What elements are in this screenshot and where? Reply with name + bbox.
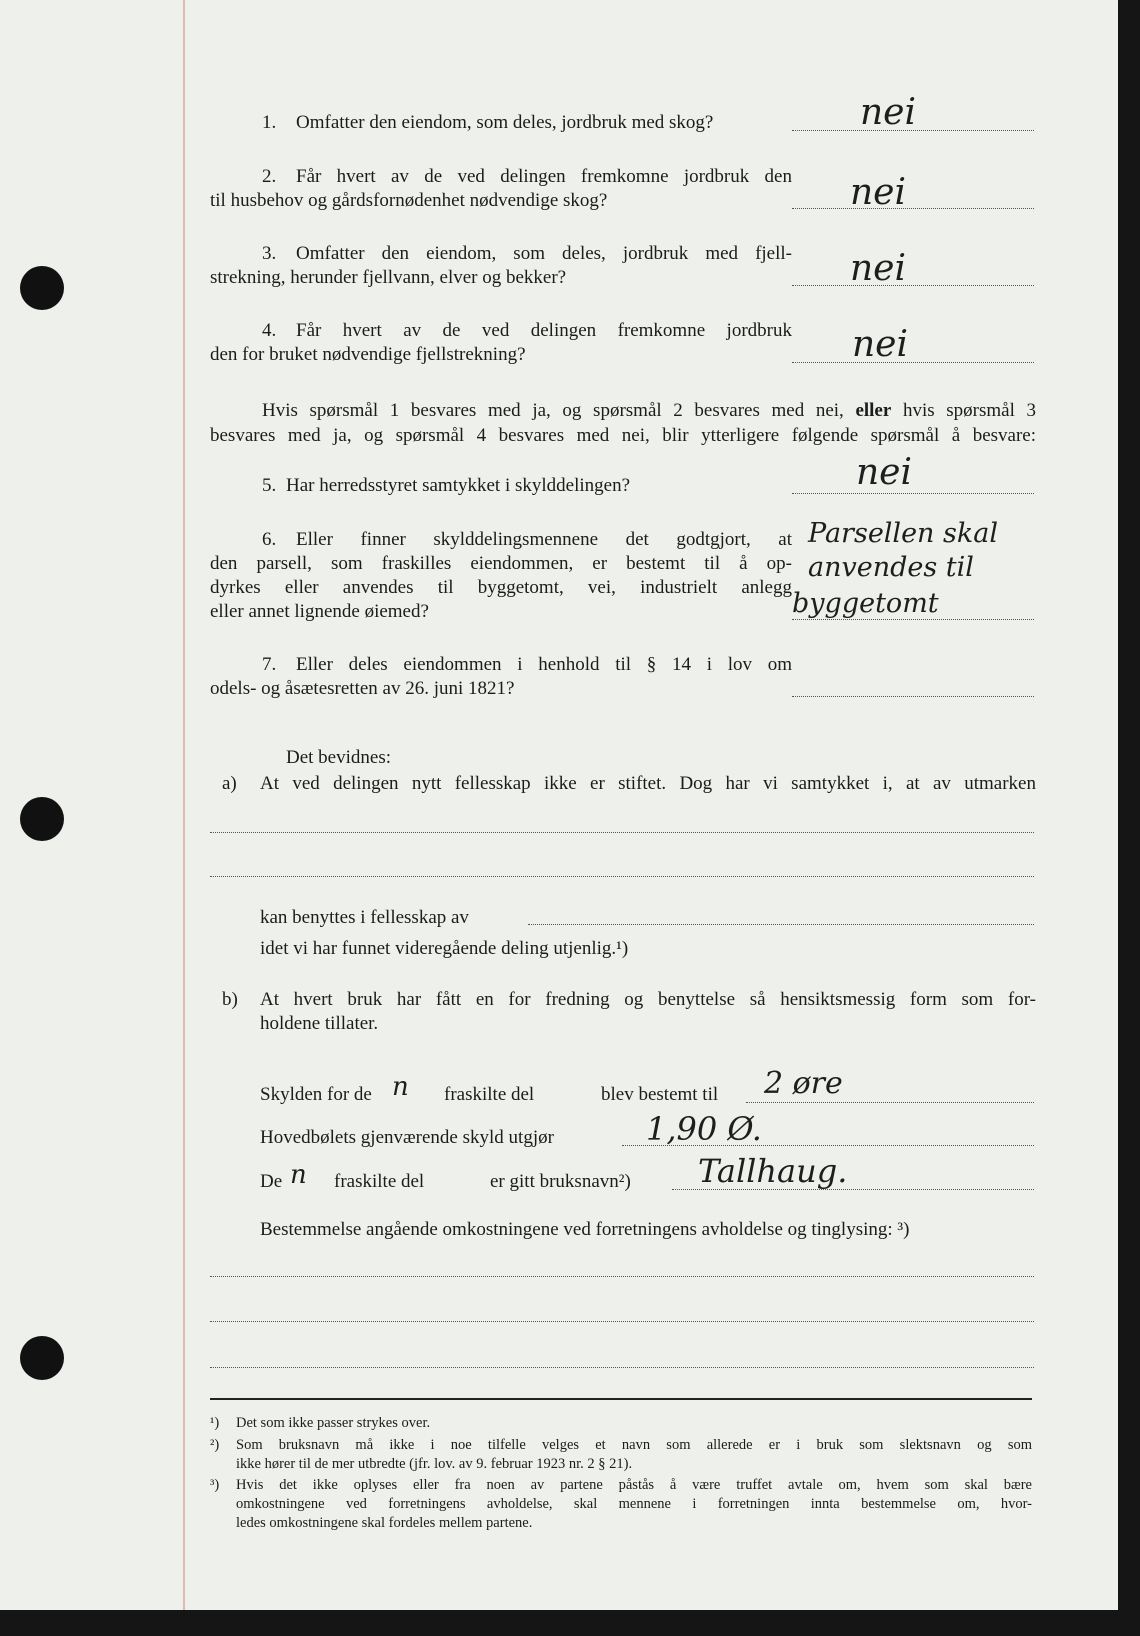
question-1-number: 1. bbox=[262, 112, 277, 133]
answer-4[interactable]: nei bbox=[852, 324, 909, 365]
answer-line bbox=[792, 285, 1034, 286]
punch-hole bbox=[20, 1336, 64, 1380]
question-6-text: dyrkes eller anvendes til byggetomt, vei, industrielt anlegg bbox=[210, 577, 792, 598]
footnote-3-text: Hvis det ikke oplyses eller fra noen av partene påstås å være truffet avtale om, hvem som skal bære bbox=[236, 1477, 1032, 1493]
footnote-3-text: ledes omkostningene skal fordeles mellem partene. bbox=[236, 1515, 533, 1531]
punch-hole bbox=[20, 797, 64, 841]
footnote-3-mark: ³) bbox=[210, 1477, 220, 1493]
bevidnes-a-text: At ved delingen nytt fellesskap ikke er stiftet. Dog har vi samtykket i, at av utmarken bbox=[260, 773, 1036, 794]
footnote-2-text: Som bruksnavn må ikke i noe tilfelle velges et navn som allerede er i bruk som slektsnavn og som bbox=[236, 1437, 1032, 1453]
bruksnavn-handwritten: n bbox=[290, 1160, 307, 1190]
blank-line[interactable] bbox=[210, 1276, 1034, 1277]
question-4-text: den for bruket nødvendige fjellstrekning? bbox=[210, 344, 526, 365]
question-7-number: 7. bbox=[262, 654, 277, 675]
bruksnavn-label: De bbox=[260, 1171, 283, 1192]
footnote-3-text: omkostningene ved forretningens avholdelse, skal mennene i forretningen innta bestemmelse om, hvor- bbox=[236, 1496, 1032, 1512]
skyld-value[interactable]: 2 øre bbox=[764, 1066, 843, 1101]
question-6-text: eller annet lignende øiemed? bbox=[210, 601, 429, 622]
kan-benyttes-text: kan benyttes i fellesskap av bbox=[260, 907, 469, 928]
question-5-number: 5. bbox=[262, 475, 277, 496]
footnote-1-mark: ¹) bbox=[210, 1415, 220, 1431]
question-5-text: Har herredsstyret samtykket i skylddelingen? bbox=[286, 475, 631, 496]
question-2-text: Får hvert av de ved delingen fremkomne jordbruk den bbox=[296, 166, 792, 187]
answer-6-line-3[interactable]: byggetomt bbox=[792, 588, 939, 619]
bruksnavn-label: er gitt bruksnavn²) bbox=[490, 1171, 631, 1192]
blank-line[interactable] bbox=[210, 1321, 1034, 1322]
footnote-1-text: Det som ikke passer strykes over. bbox=[236, 1415, 431, 1431]
bruksnavn-value[interactable]: Tallhaug. bbox=[698, 1152, 848, 1190]
skyld-label: blev bestemt til bbox=[601, 1084, 719, 1105]
answer-line bbox=[792, 696, 1034, 697]
scan-edge bbox=[1118, 0, 1140, 1636]
bevidnes-b-text: At hvert bruk har fått en for fredning og benyttelse så hensiktsmessig form som for- bbox=[260, 989, 1036, 1010]
instruction-line-2: besvares med ja, og spørsmål 4 besvares med nei, blir ytterligere følgende spørsmål å besvare: bbox=[210, 425, 1036, 446]
bevidnes-b-label: b) bbox=[222, 989, 238, 1010]
answer-line bbox=[792, 208, 1034, 209]
question-1-text: Omfatter den eiendom, som deles, jordbruk med skog? bbox=[296, 112, 714, 133]
idet-text: idet vi har funnet videregående deling utjenlig.¹) bbox=[260, 938, 629, 959]
bevidnes-b-text: holdene tillater. bbox=[260, 1013, 379, 1034]
skyld-label: fraskilte del bbox=[444, 1084, 535, 1105]
bevidnes-heading: Det bevidnes: bbox=[286, 747, 392, 768]
question-4-number: 4. bbox=[262, 320, 277, 341]
blank-line[interactable] bbox=[528, 924, 1034, 925]
question-7-text: odels- og åsætesretten av 26. juni 1821? bbox=[210, 678, 515, 699]
hovedbol-value[interactable]: 1,90 Ø. bbox=[646, 1110, 762, 1148]
footnote-2-mark: ²) bbox=[210, 1437, 220, 1453]
question-6-text: den parsell, som fraskilles eiendommen, er bestemt til å op- bbox=[210, 553, 792, 574]
answer-5[interactable]: nei bbox=[856, 452, 913, 493]
skyld-label: Skylden for de bbox=[260, 1084, 372, 1105]
answer-3[interactable]: nei bbox=[850, 248, 907, 289]
answer-line bbox=[792, 619, 1034, 620]
bevidnes-a-label: a) bbox=[222, 773, 237, 794]
answer-6-line-1[interactable]: Parsellen skal bbox=[808, 518, 998, 549]
question-3-text: strekning, herunder fjellvann, elver og bekker? bbox=[210, 267, 567, 288]
answer-line bbox=[792, 493, 1034, 494]
answer-line bbox=[792, 362, 1034, 363]
answer-1[interactable]: nei bbox=[860, 92, 917, 133]
instruction-line-1: Hvis spørsmål 1 besvares med ja, og spørsmål 2 besvares med nei, eller hvis spørsmål 3 bbox=[262, 400, 1036, 421]
skyld-handwritten: n bbox=[392, 1072, 409, 1102]
question-6-number: 6. bbox=[262, 529, 277, 550]
footnote-rule bbox=[210, 1398, 1032, 1400]
question-3-number: 3. bbox=[262, 243, 277, 264]
question-6-text: Eller finner skylddelingsmennene det godtgjort, at bbox=[296, 529, 792, 550]
omkostning-label: Bestemmelse angående omkostningene ved forretningens avholdelse og tinglysing: ³) bbox=[260, 1219, 910, 1240]
margin-line bbox=[183, 0, 185, 1610]
question-7-text: Eller deles eiendommen i henhold til § 14 i lov om bbox=[296, 654, 792, 675]
bruksnavn-label: fraskilte del bbox=[334, 1171, 425, 1192]
question-3-text: Omfatter den eiendom, som deles, jordbruk med fjell- bbox=[296, 243, 792, 264]
footnote-2-text: ikke hører til de mer utbredte (jfr. lov. av 9. februar 1923 nr. 2 § 21). bbox=[236, 1456, 633, 1472]
punch-hole bbox=[20, 266, 64, 310]
blank-line[interactable] bbox=[210, 1367, 1034, 1368]
scan-edge bbox=[0, 1610, 1140, 1636]
blank-line[interactable] bbox=[210, 832, 1034, 833]
answer-6-line-2[interactable]: anvendes til bbox=[808, 552, 974, 583]
blank-line[interactable] bbox=[210, 876, 1034, 877]
question-2-number: 2. bbox=[262, 166, 277, 187]
question-4-text: Får hvert av de ved delingen fremkomne jordbruk bbox=[296, 320, 792, 341]
hovedbol-label: Hovedbølets gjenværende skyld utgjør bbox=[260, 1127, 554, 1148]
question-2-text: til husbehov og gårdsfornødenhet nødvendige skog? bbox=[210, 190, 608, 211]
answer-2[interactable]: nei bbox=[850, 172, 907, 213]
answer-line bbox=[746, 1102, 1034, 1103]
